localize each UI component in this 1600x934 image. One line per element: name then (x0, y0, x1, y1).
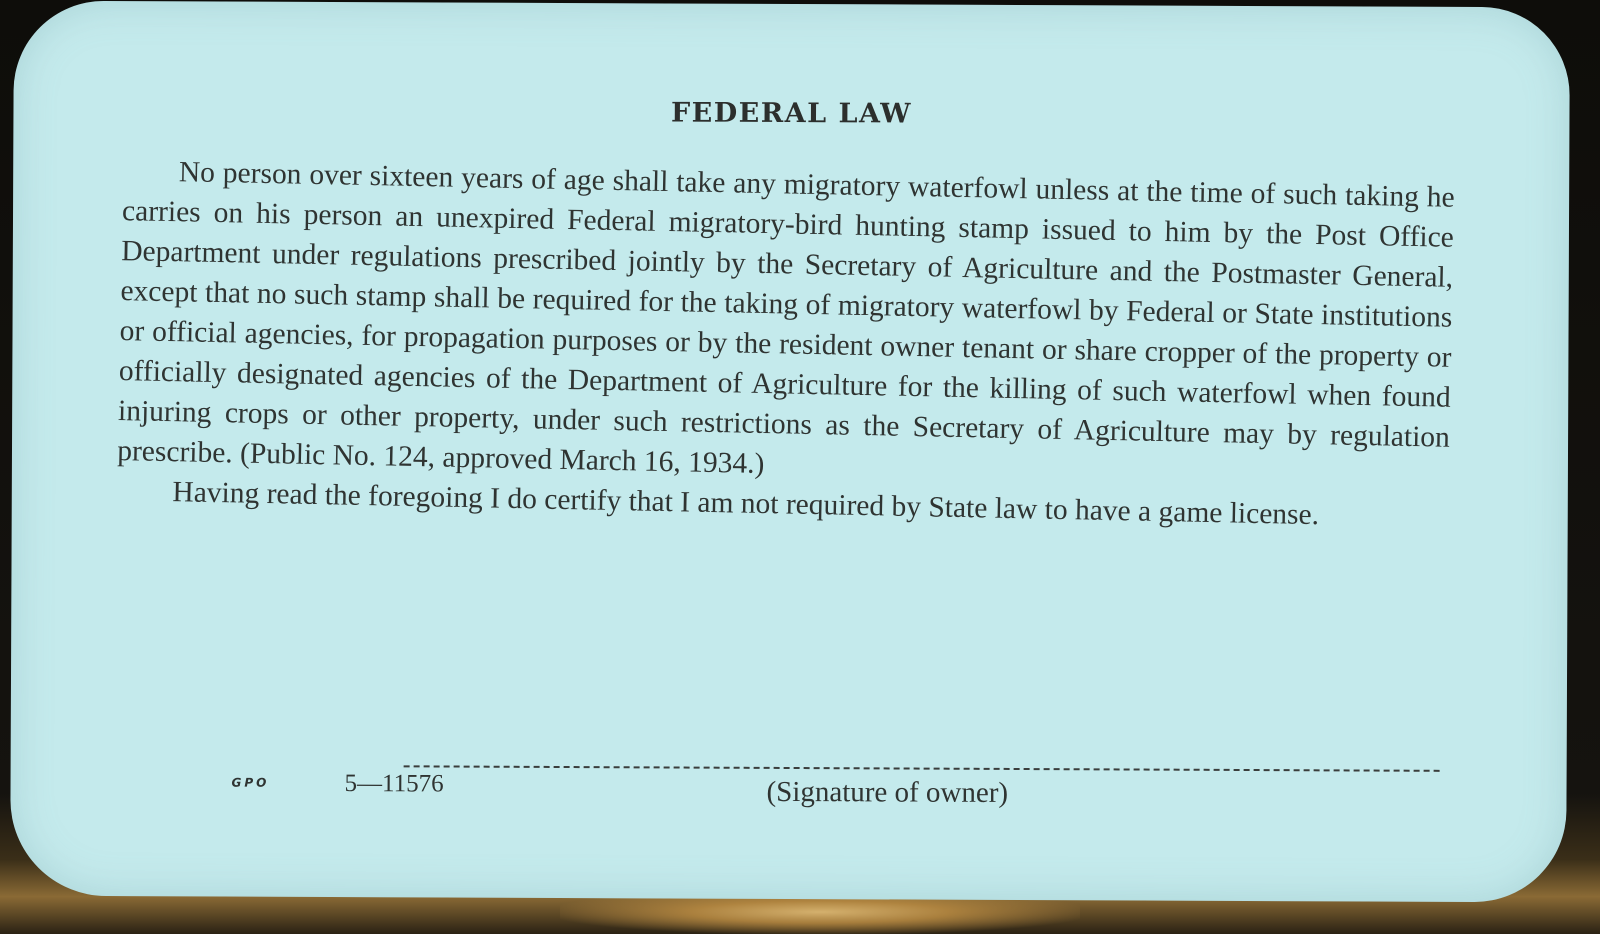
signature-label: (Signature of owner) (766, 775, 1009, 809)
certification-paragraph: Having read the foregoing I do certify that I am not required by State law to have a game license. (172, 476, 1320, 532)
law-text-block (116, 151, 1455, 538)
printer-mark: GPO (231, 775, 270, 790)
form-number: 5—11576 (344, 770, 444, 798)
card-title: FEDERAL LAW (670, 97, 913, 130)
signature-line (404, 765, 1440, 772)
hunting-stamp-card-back (10, 1, 1570, 903)
law-paragraph: No person over sixteen years of age shall take any migratory waterfowl unless at the time of such taking he carries on his person an unexpired Federal migratory-bird hunting stamp issued to him by the Post Office Department under regulations prescribed jointly by the Secretary of Agriculture and the Postmaster General, except that no such stamp shall be required for the taking of migratory waterfowl by Federal or State institutions or official agencies, for propagation purposes or by the resident owner tenant or share cropper of the property or officially designated agencies of the Department of Agriculture for the killing of such waterfowl when found injuring crops or other property, under such restrictions as the Secretary of Agriculture may by regulation prescribe. (Public No. 124, approved March 16, 1934.) (116, 156, 1455, 481)
